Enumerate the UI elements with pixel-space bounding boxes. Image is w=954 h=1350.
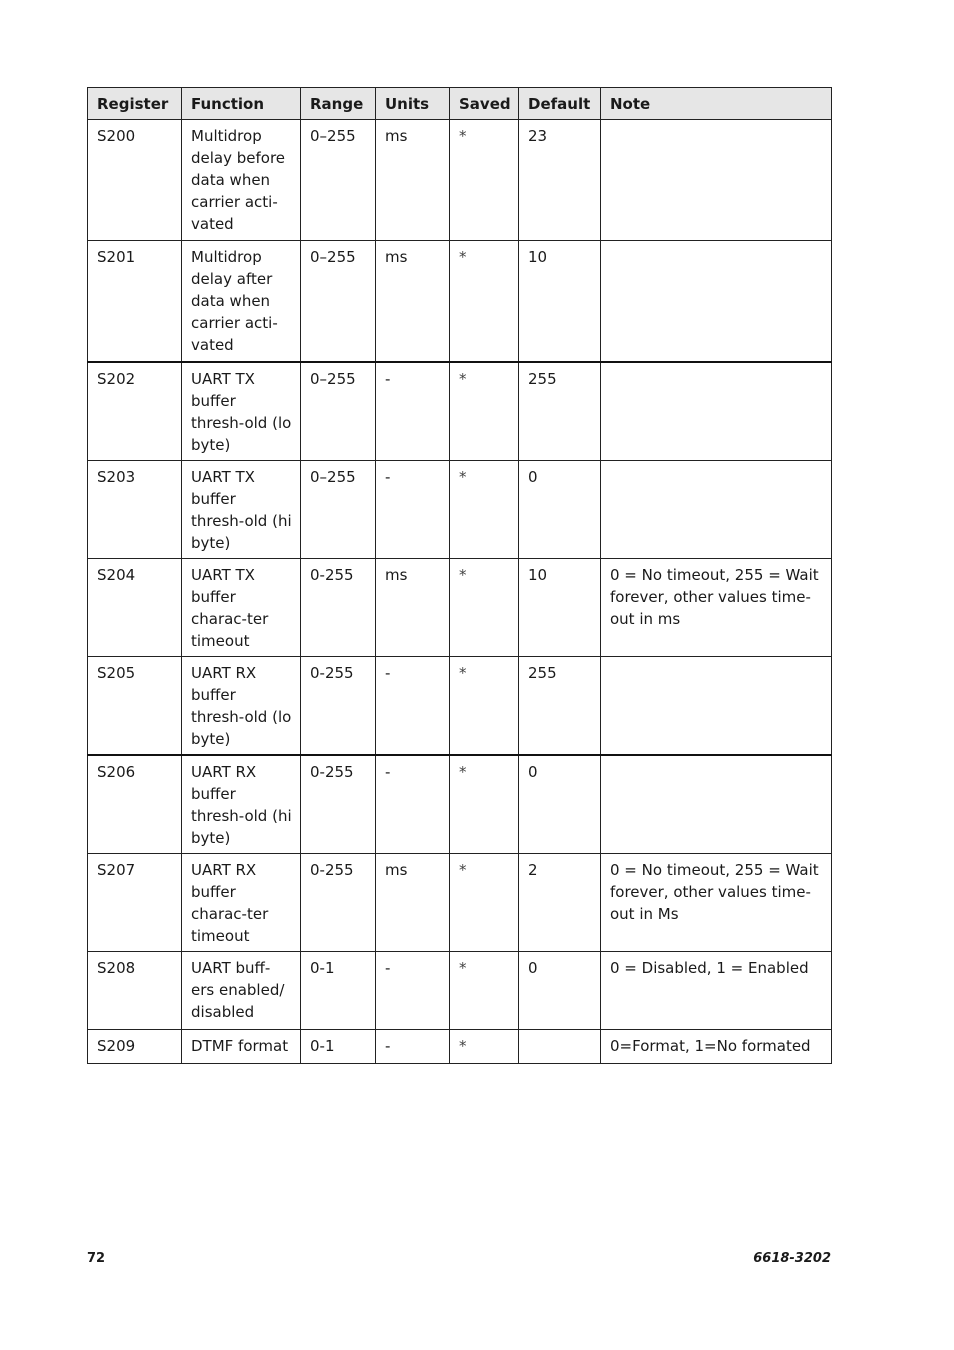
cell-saved: * [450,854,519,952]
header-register: Register [88,88,182,120]
page-number: 72 [87,1251,106,1266]
cell-function: DTMF format [182,1030,301,1064]
cell-function: UART TX buffer charac-ter timeout [182,559,301,657]
cell-register: S208 [88,952,182,1030]
header-function: Function [182,88,301,120]
cell-range: 0–255 [301,461,376,559]
cell-units: - [376,755,450,854]
cell-saved: * [450,362,519,461]
cell-units: - [376,952,450,1030]
cell-note [601,362,832,461]
document-number: 6618-3202 [753,1251,831,1266]
cell-function: UART TX buffer thresh-old (hi byte) [182,461,301,559]
cell-function: UART RX buffer thresh-old (lo byte) [182,657,301,756]
cell-saved: * [450,120,519,241]
cell-note: 0=Format, 1=No formated [601,1030,832,1064]
cell-register: S205 [88,657,182,756]
cell-note [601,461,832,559]
cell-range: 0-1 [301,1030,376,1064]
cell-register: S207 [88,854,182,952]
cell-register: S206 [88,755,182,854]
table-row [88,952,832,1030]
cell-function: UART buff-ers enabled/ disabled [182,952,301,1030]
cell-saved: * [450,461,519,559]
cell-default: 0 [519,461,601,559]
register-table [87,87,832,1064]
cell-default: 23 [519,120,601,241]
cell-saved: * [450,1030,519,1064]
cell-note [601,241,832,363]
cell-range: 0–255 [301,120,376,241]
cell-units: ms [376,120,450,241]
cell-register: S209 [88,1030,182,1064]
header-units: Units [376,88,450,120]
table-row [88,241,832,363]
cell-default: 10 [519,559,601,657]
cell-range: 0–255 [301,241,376,363]
cell-range: 0-255 [301,657,376,756]
cell-range: 0-1 [301,952,376,1030]
cell-range: 0-255 [301,854,376,952]
cell-register: S202 [88,362,182,461]
cell-function: Multidrop delay before data when carrier acti-vated [182,120,301,241]
cell-default: 2 [519,854,601,952]
table-row [88,1030,832,1064]
cell-register: S204 [88,559,182,657]
cell-saved: * [450,241,519,363]
cell-function: UART TX buffer thresh-old (lo byte) [182,362,301,461]
header-range: Range [301,88,376,120]
cell-note [601,755,832,854]
cell-note: 0 = No timeout, 255 = Wait forever, other values time-out in ms [601,559,832,657]
header-note: Note [601,88,832,120]
cell-note [601,120,832,241]
cell-saved: * [450,559,519,657]
cell-units: - [376,657,450,756]
cell-range: 0-255 [301,755,376,854]
cell-default: 0 [519,952,601,1030]
cell-note: 0 = No timeout, 255 = Wait forever, other values time-out in Ms [601,854,832,952]
cell-saved: * [450,755,519,854]
table-row [88,461,832,559]
table-row [88,854,832,952]
cell-saved: * [450,952,519,1030]
cell-function: UART RX buffer thresh-old (hi byte) [182,755,301,854]
cell-default [519,1030,601,1064]
cell-default: 255 [519,362,601,461]
cell-units: ms [376,854,450,952]
cell-function: Multidrop delay after data when carrier acti-vated [182,241,301,363]
header-default: Default [519,88,601,120]
cell-units: ms [376,241,450,363]
cell-units: - [376,1030,450,1064]
cell-register: S203 [88,461,182,559]
cell-saved: * [450,657,519,756]
cell-register: S201 [88,241,182,363]
header-saved: Saved [450,88,519,120]
table-row [88,120,832,241]
table-body [88,120,832,1064]
cell-units: - [376,362,450,461]
cell-units: - [376,461,450,559]
cell-default: 0 [519,755,601,854]
table-row [88,559,832,657]
cell-register: S200 [88,120,182,241]
table-row [88,657,832,756]
table-header [88,88,832,120]
cell-range: 0-255 [301,559,376,657]
cell-note [601,657,832,756]
cell-note: 0 = Disabled, 1 = Enabled [601,952,832,1030]
cell-default: 255 [519,657,601,756]
cell-units: ms [376,559,450,657]
header-row [88,88,832,120]
cell-default: 10 [519,241,601,363]
table-row [88,755,832,854]
table-row [88,362,832,461]
cell-range: 0–255 [301,362,376,461]
cell-function: UART RX buffer charac-ter timeout [182,854,301,952]
